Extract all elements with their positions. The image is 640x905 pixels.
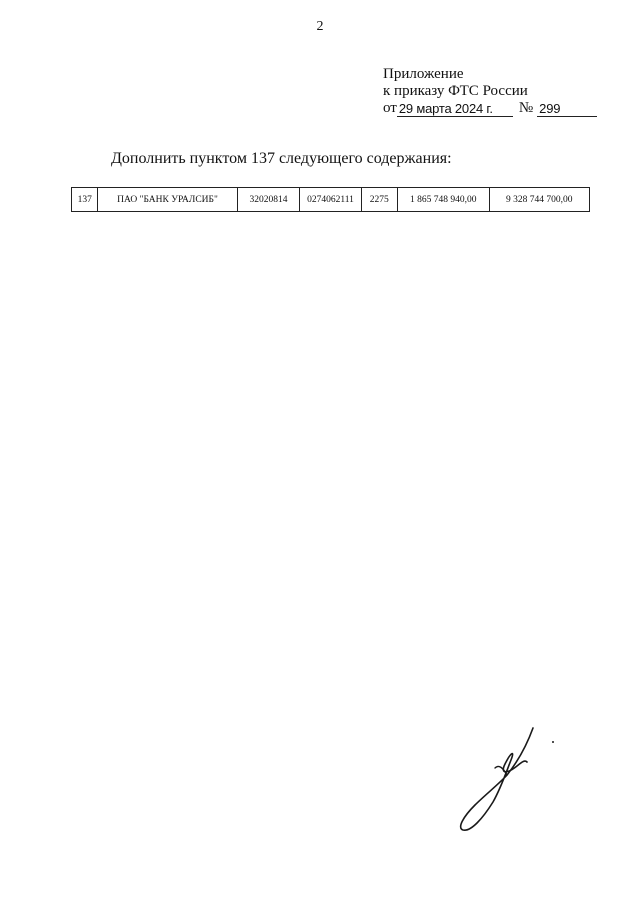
order-reference: [383, 100, 597, 117]
entries-table: [71, 187, 590, 212]
cell-okpo: 32020814: [237, 188, 300, 212]
appendix-header: [383, 66, 597, 117]
page-number: 2: [316, 19, 324, 34]
cell-reg-no: 2275: [361, 188, 397, 212]
cell-inn: 0274062111: [300, 188, 361, 212]
table-row: [72, 188, 590, 212]
appendix-subtitle: к приказу ФТС России: [383, 83, 528, 99]
appendix-title: Приложение: [383, 66, 464, 82]
handwritten-signature-icon: [445, 720, 565, 840]
cell-bank-name: ПАО "БАНК УРАЛСИБ": [98, 188, 237, 212]
from-label: от: [383, 100, 397, 116]
order-number: 299: [537, 101, 597, 117]
order-date: 29 марта 2024 г.: [397, 101, 513, 117]
cell-amount-2: 9 328 744 700,00: [489, 188, 589, 212]
cell-item-no: 137: [72, 188, 98, 212]
intro-text: Дополнить пунктом 137 следующего содержания:: [111, 150, 452, 167]
number-sign: №: [518, 100, 534, 116]
cell-amount-1: 1 865 748 940,00: [397, 188, 489, 212]
